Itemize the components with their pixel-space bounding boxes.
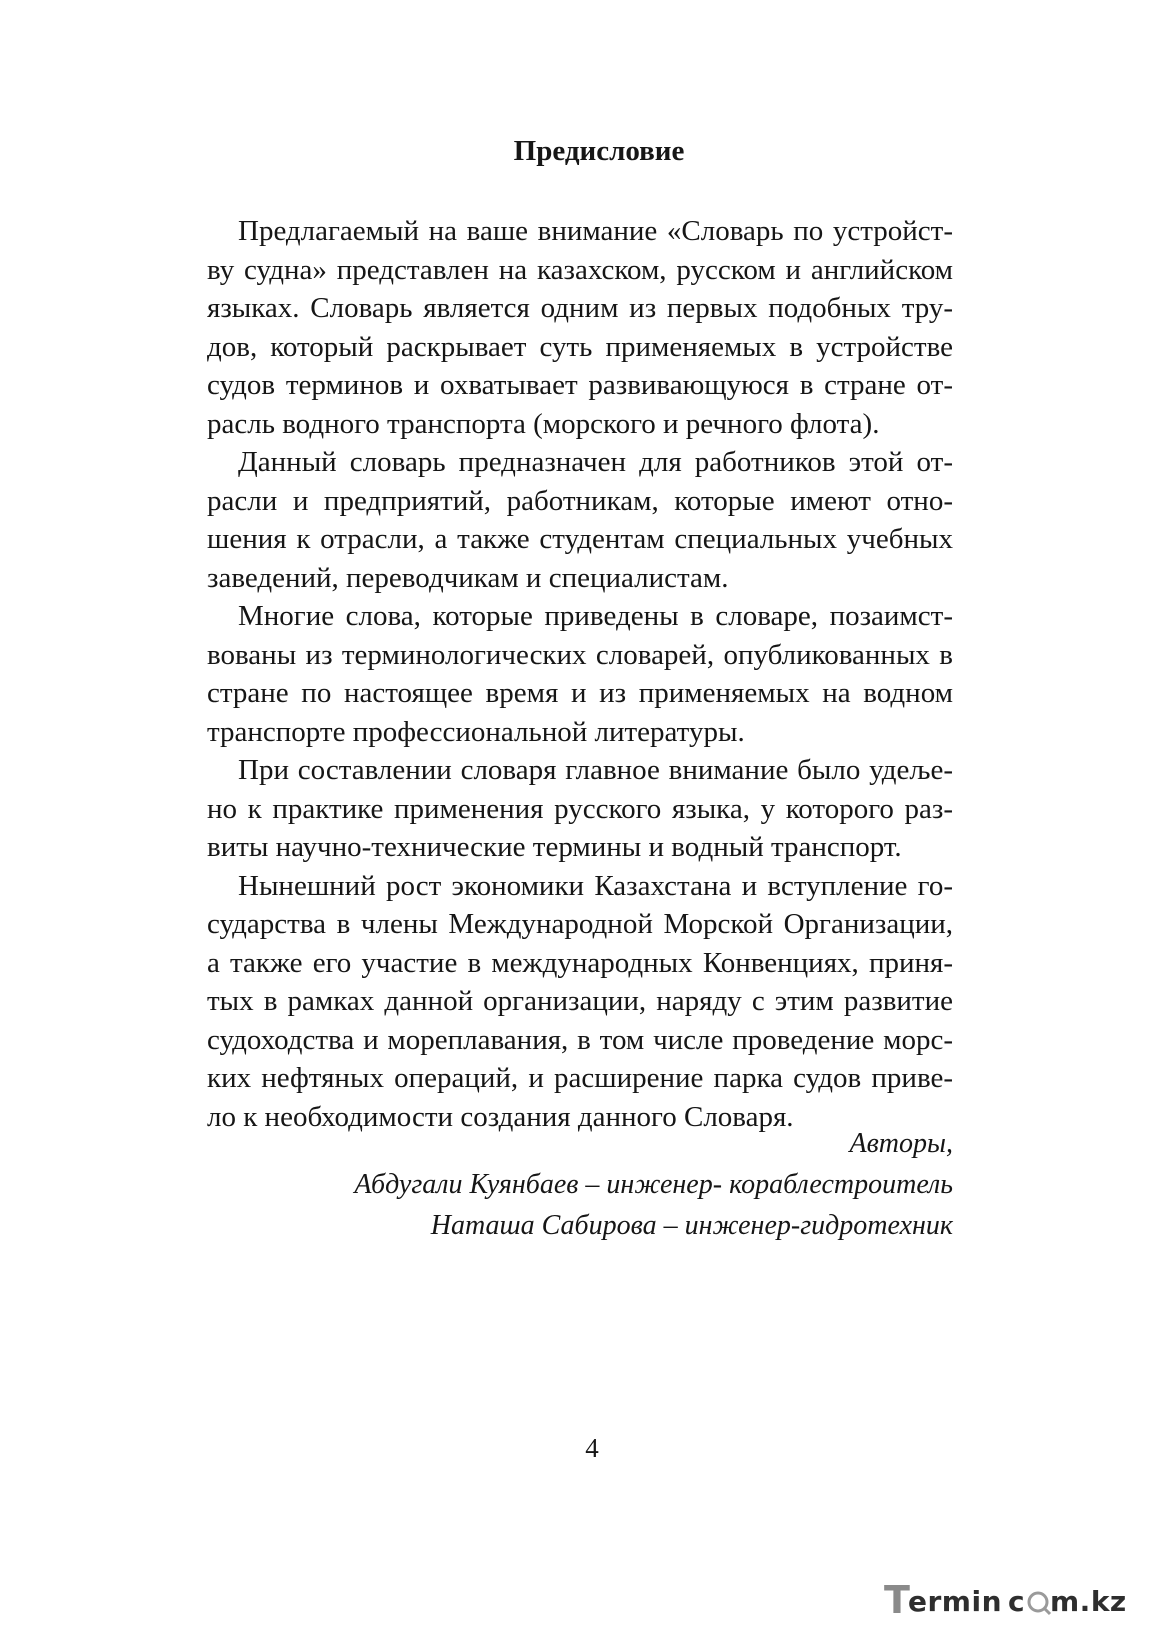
text-line: Нынешний рост экономики Казахстана и вступление го- xyxy=(238,869,953,902)
termincom-watermark xyxy=(884,1581,1132,1619)
text-line: виты научно-технические термины и водный транспорт. xyxy=(207,831,902,863)
author-2: Наташа Сабирова – инженер-гидротехник xyxy=(430,1210,953,1241)
text-line: Предлагаемый на ваше внимание «Словарь по устройст- xyxy=(238,215,953,247)
termincom-logo xyxy=(884,1581,1132,1619)
text-line: судов терминов и охватывает развивающуюся в стране от- xyxy=(207,369,953,401)
text-line: ло к необходимости создания данного Словаря. xyxy=(207,1100,794,1133)
text-line: стране по настоящее время и из применяемых на водном xyxy=(207,677,953,709)
svg-text:ermin: ermin xyxy=(908,1585,1003,1618)
paragraph-1 xyxy=(207,212,953,443)
text-line: заведений, переводчикам и специалистам. xyxy=(207,561,729,594)
paragraph-2 xyxy=(207,443,953,597)
svg-text:T: T xyxy=(884,1581,911,1619)
text-line: вованы из терминологических словарей, опубликованных в xyxy=(207,638,953,671)
page-number: 4 xyxy=(585,1433,599,1463)
text-line: ву судна» представлен на казахском, русском и английском xyxy=(207,253,953,286)
page-title: Предисловие xyxy=(513,135,685,167)
paragraph-4 xyxy=(207,751,953,867)
text-line: сударства в члены Международной Морской Организации, xyxy=(207,908,953,940)
paragraph-3 xyxy=(207,597,953,751)
text-line: расли и предприятий, работникам, которые имеют отно- xyxy=(207,484,953,517)
text-line: расль водного транспорта (морского и речного флота). xyxy=(207,407,880,440)
author-1: Абдугали Куянбаев – инженер- кораблестроитель xyxy=(354,1169,953,1200)
preface-body xyxy=(207,212,953,1136)
signature-heading: Авторы, xyxy=(849,1128,953,1159)
text-line: а также его участие в международных Конвенциях, приня- xyxy=(207,946,953,979)
signature-block xyxy=(354,1123,953,1246)
text-line: ких нефтяных операций, и расширение парка судов приве- xyxy=(207,1062,953,1094)
paragraph-5 xyxy=(207,867,953,1137)
text-line: Многие слова, которые приведены в словаре, позаимст- xyxy=(238,600,953,632)
text-line: транспорте профессиональной литературы. xyxy=(207,715,745,748)
text-line: языках. Словарь является одним из первых подобных тру- xyxy=(207,292,953,324)
text-line: дов, который раскрывает суть применяемых в устройстве xyxy=(207,330,953,363)
text-line: но к практике применения русского языка, у которого раз- xyxy=(207,792,953,825)
text-line: судоходства и мореплавания, в том числе проведение морс- xyxy=(207,1023,953,1056)
svg-text:c: c xyxy=(1008,1585,1026,1618)
svg-text:m.kz: m.kz xyxy=(1050,1585,1127,1618)
text-line: При составлении словаря главное внимание было удеље- xyxy=(238,754,953,786)
text-line: тых в рамках данной организации, наряду с этим развитие xyxy=(207,985,953,1017)
text-line: шения к отрасли, а также студентам специальных учебных xyxy=(207,523,953,555)
text-line: Данный словарь предназначен для работников этой от- xyxy=(238,446,953,478)
